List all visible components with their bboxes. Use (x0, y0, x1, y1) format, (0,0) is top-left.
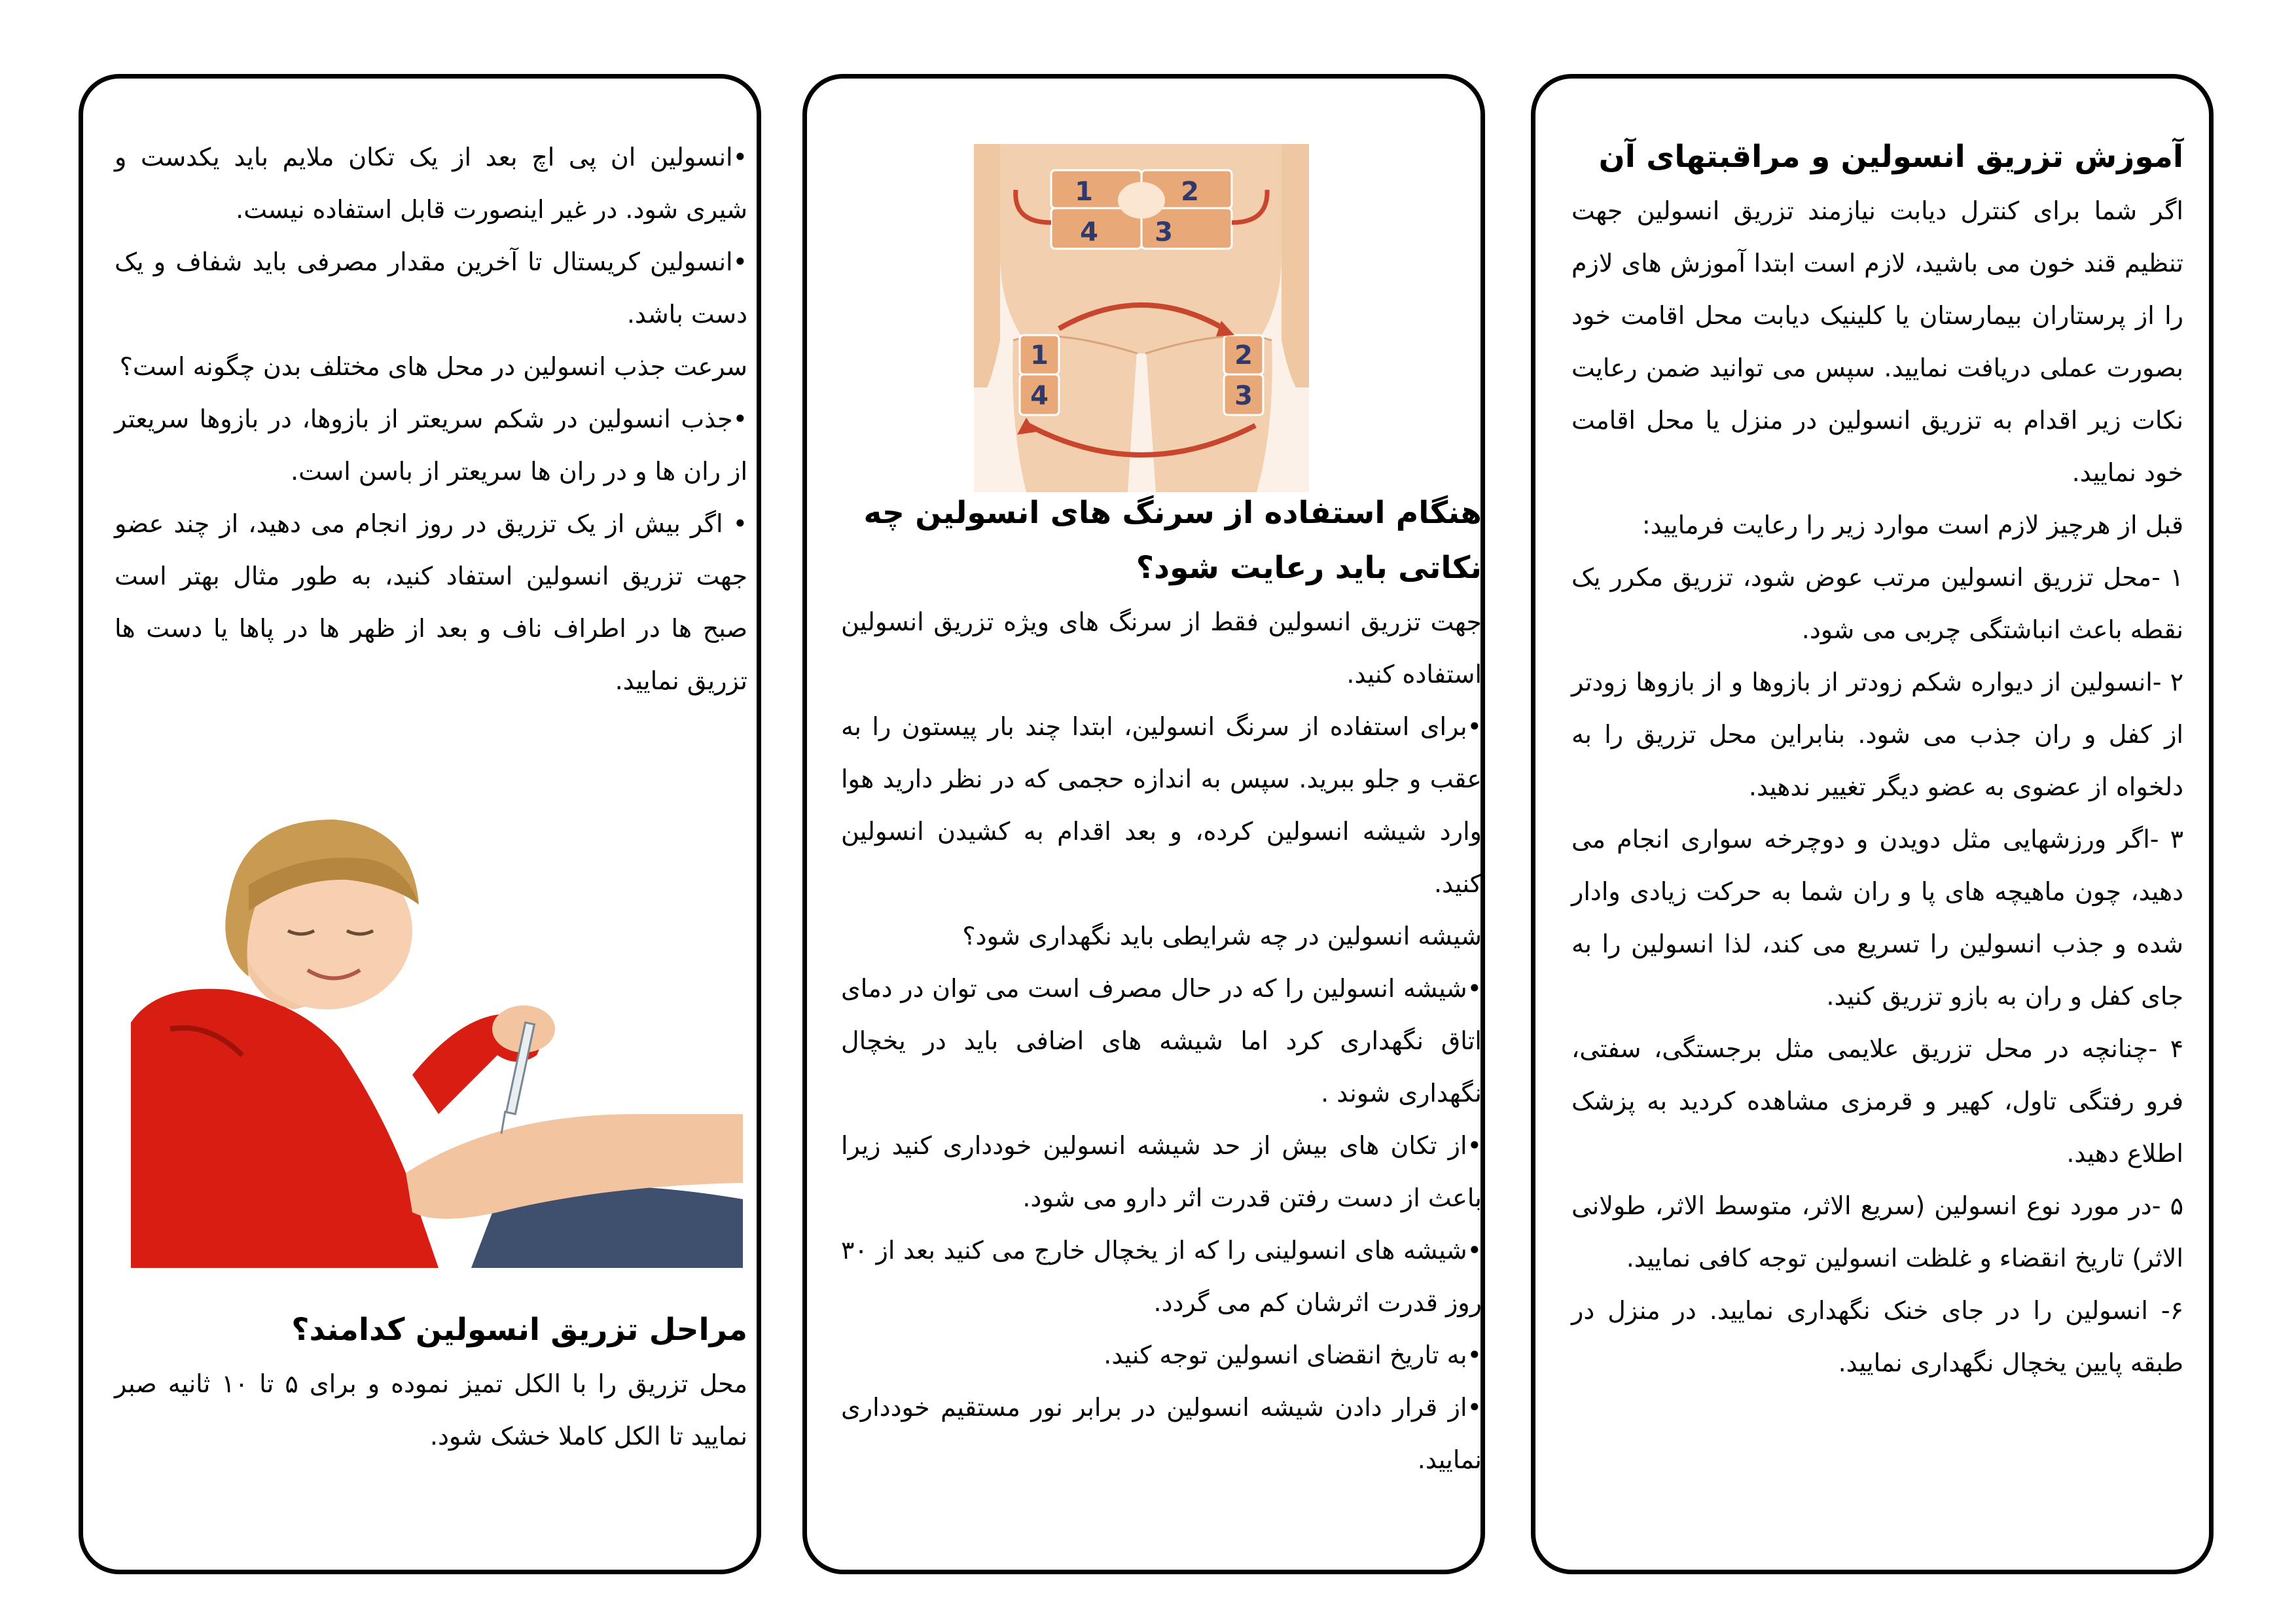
left-panel-footer (115, 1303, 747, 1462)
syringe-heading: هنگام استفاده از سرنگ های انسولین چه نکاتی باید رعایت شود؟ (863, 495, 1482, 586)
list-item: •از قرار دادن شیشه انسولین در برابر نور مستقیم خودداری نمایید. (841, 1393, 1482, 1474)
list-item: •شیشه های انسولینی را که از یخچال خارج می کنید بعد از ۳۰ روز قدرت اثرشان کم می گردد. (841, 1236, 1482, 1317)
paragraph: جهت تزریق انسولین فقط از سرنگ های ویژه تزریق انسولین استفاده کنید. (841, 607, 1482, 689)
page-title: آموزش تزریق انسولین و مراقبتهای آن (1598, 139, 2183, 175)
zone-label: 2 (1181, 177, 1199, 207)
injection-sites-diagram (974, 144, 1309, 492)
zone-label: 1 (1075, 177, 1093, 207)
list-item: ۲ -انسولین از دیواره شکم زودتر از بازوها و از بازوها زودتر از کفل و ران جذب می شود. بنابراین محل تزریق را به دلخواه از عضوی به عضو دیگر تغییر ندهید. (1571, 668, 2183, 801)
paragraph: محل تزریق را با الکل تمیز نموده و برای ۵ تا ۱۰ ثانیه صبر نمایید تا الکل کاملا خشک شود. (115, 1369, 747, 1451)
question-line: شیشه انسولین در چه شرایطی باید نگهداری شود؟ (962, 922, 1482, 950)
lead-line: قبل از هرچیز لازم است موارد زیر را رعایت فرمایید: (1641, 511, 2183, 539)
left-panel-content (115, 131, 747, 707)
steps-heading: مراحل تزریق انسولین کدامند؟ (291, 1312, 747, 1348)
zone-label: 3 (1155, 217, 1173, 247)
intro-paragraph: اگر شما برای کنترل دیابت نیازمند تزریق انسولین جهت تنظیم قند خون می باشید، لازم است ابتدا آموزش های لازم را از پرستاران بیمارستان یا کلینیک دیابت محل اقامت خود بصورت عملی دریافت نمایید. سپس می توانید ضمن رعایت نکات زیر اقدام به تزریق انسولین در منزل یا محل اقامت خود نمایید. (1571, 196, 2183, 487)
list-item: •انسولین ان پی اچ بعد از یک تکان ملایم باید یکدست و شیری شود. در غیر اینصورت قابل استفاده نیست. (115, 143, 747, 224)
right-panel-content (1571, 130, 2183, 1389)
girl-injecting-photo (131, 806, 743, 1268)
list-item: ۱ -محل تزریق انسولین مرتب عوض شود، تزریق مکرر یک نقطه باعث انباشتگی چربی می شود. (1571, 563, 2183, 644)
list-item: • اگر بیش از یک تزریق در روز انجام می دهید، از چند عضو جهت تزریق انسولین استفاد کنید، به طور مثال بهتر است صبح ها در اطراف ناف و بعد از ظهر ها در پاها یا دست ها تزریق نمایید. (115, 509, 747, 695)
list-item: •از تکان های بیش از حد شیشه انسولین خودداری کنید زیرا باعث از دست رفتن قدرت اثر دارو می شود. (841, 1131, 1482, 1212)
zone-label: 2 (1234, 340, 1253, 370)
list-item: ۵ -در مورد نوع انسولین (سریع الاثر، متوسط الاثر، طولانی الاثر) تاریخ انقضاء و غلظت انسولین توجه کافی نمایید. (1571, 1191, 2183, 1272)
list-item: ۶- انسولین را در جای خنک نگهداری نمایید. در منزل در طبقه پایین یخچال نگهداری نمایید. (1571, 1296, 2183, 1377)
zone-label: 4 (1080, 217, 1098, 247)
middle-panel-content (841, 486, 1482, 1486)
list-item: ۴ -چنانچه در محل تزریق علایمی مثل برجستگی، سفتی، فرو رفتگی تاول، کهیر و قرمزی مشاهده کردید به پزشک اطلاع دهید. (1571, 1034, 2183, 1168)
list-item: •انسولین کریستال تا آخرین مقدار مصرفی باید شفاف و یک دست باشد. (115, 247, 747, 329)
list-item: •شیشه انسولین را که در حال مصرف است می توان در دمای اتاق نگهداری کرد اما شیشه های اضافی باید در یخچال نگهداری شوند . (841, 974, 1482, 1108)
paragraph: •برای استفاده از سرنگ انسولین، ابتدا چند بار پیستون را به عقب و جلو ببرید. سپس به اندازه حجمی که در نظر دارید هوا وارد شیشه انسولین کرده، و بعد اقدام به کشیدن انسولین کنید. (841, 712, 1482, 898)
list-item: •به تاریخ انقضای انسولین توجه کنید. (1103, 1341, 1482, 1369)
zone-label: 4 (1030, 381, 1049, 411)
question-line: سرعت جذب انسولین در محل های مختلف بدن چگونه است؟ (119, 352, 747, 381)
list-item: ۳ -اگر ورزشهایی مثل دویدن و دوچرخه سواری انجام می دهید، چون ماهیچه های پا و ران شما به حرکت زیادی وادار شده و جذب انسولین را تسریع می کند، لذا انسولین را به جای کفل و ران به بازو تزریق کنید. (1571, 825, 2183, 1011)
zone-label: 1 (1030, 340, 1049, 370)
zone-label: 3 (1234, 381, 1253, 411)
list-item: •جذب انسولین در شکم سریعتر از بازوها، در بازوها سریعتر از ران ها و در ران ها سریعتر از باسن است. (115, 405, 747, 486)
